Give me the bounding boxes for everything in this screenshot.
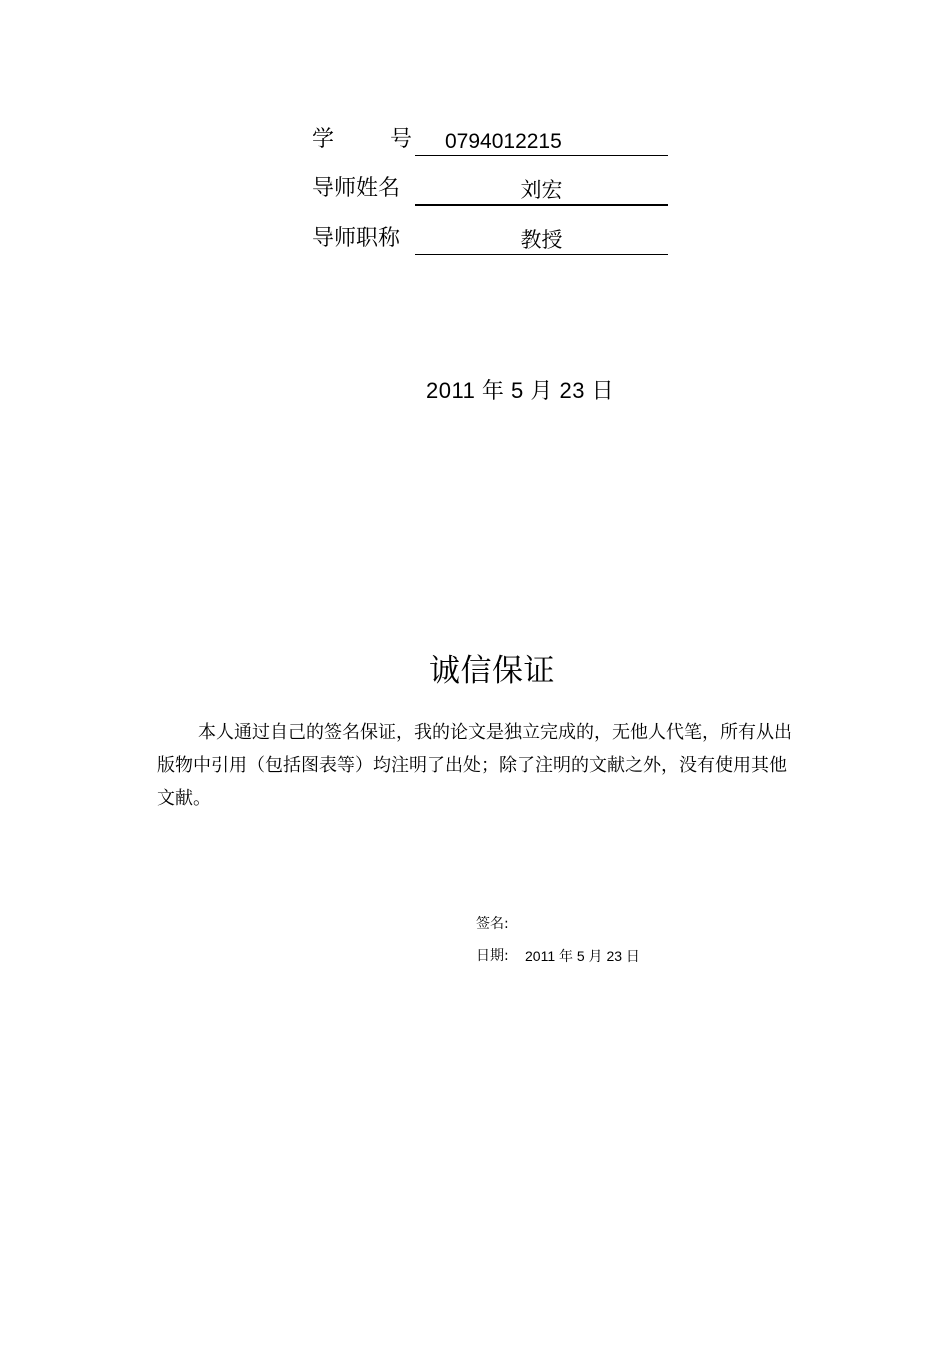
integrity-statement bbox=[157, 716, 792, 815]
statement-line-1: 本人通过自己的签名保证，我的论文是独立完成的，无他人代笔，所有从出 bbox=[198, 722, 792, 743]
document-date: 2011 年 5 月 23 日 bbox=[426, 378, 615, 403]
statement-line-2: 版物中引用（包括图表等）均注明了出处；除了注明的文献之外，没有使用其他 bbox=[157, 755, 787, 776]
student-id-field bbox=[415, 125, 668, 156]
section-title: 诚信保证 bbox=[429, 653, 555, 689]
student-id-label: 学 号 bbox=[312, 127, 417, 152]
signature-date-label: 日期: bbox=[476, 948, 509, 964]
signature-date-value: 2011 年 5 月 23 日 bbox=[525, 948, 640, 964]
advisor-name-field bbox=[415, 174, 668, 206]
advisor-name-label: 导师姓名 bbox=[312, 176, 401, 201]
advisor-title-field bbox=[415, 224, 668, 255]
advisor-title-value: 教授 bbox=[520, 229, 563, 252]
student-id-value: 0794012215 bbox=[445, 130, 562, 153]
advisor-name-value: 刘宏 bbox=[520, 179, 563, 202]
signature-label: 签名: bbox=[476, 916, 509, 932]
advisor-title-label: 导师职称 bbox=[312, 226, 401, 251]
statement-line-3: 文献。 bbox=[157, 788, 211, 809]
